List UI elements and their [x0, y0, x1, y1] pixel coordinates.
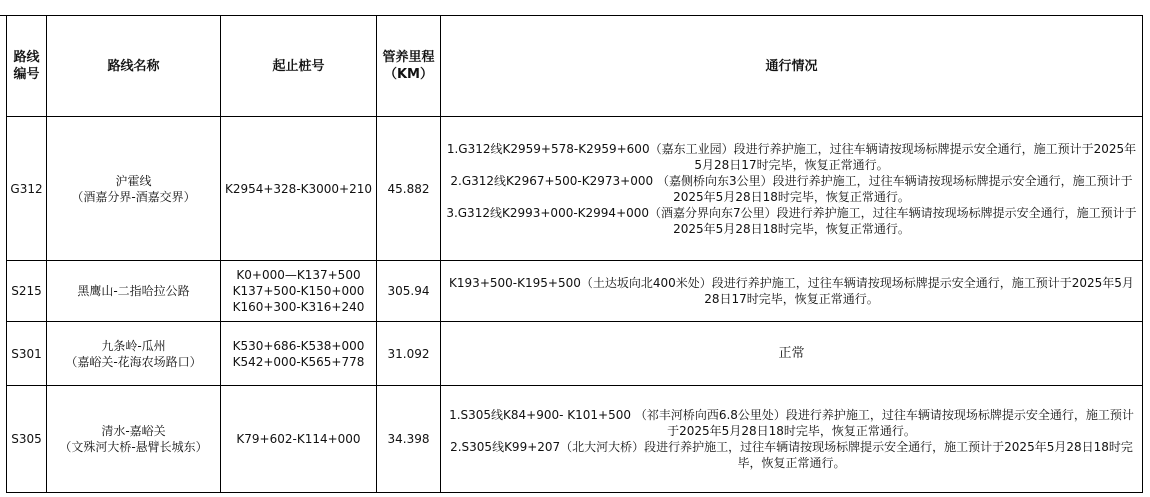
header-route-code: 路线编号 [7, 16, 47, 117]
route-name [47, 322, 221, 386]
route-code: G312 [7, 117, 47, 261]
status-line: 2.S305线K99+207（北大河大桥）段进行养护施工，过往车辆请按现场标牌提示安全通行，施工预计于2025年5月28日18时完毕，恢复正常通行。 [450, 440, 1133, 470]
route-name [47, 261, 221, 322]
mileage: 305.94 [377, 261, 441, 322]
table-row [7, 386, 1143, 493]
road-status-table [6, 15, 1143, 493]
route-name-line: 黑鹰山-二指哈拉公路 [77, 284, 190, 298]
route-name-line: （文殊河大桥-悬臂长城东） [59, 440, 208, 454]
route-code: S301 [7, 322, 47, 386]
table-row [7, 322, 1143, 386]
header-stake-range: 起止桩号 [221, 16, 377, 117]
table-header-row [7, 16, 1143, 117]
route-name [47, 386, 221, 493]
stake-range-line: K542+000-K565+778 [232, 354, 365, 369]
mileage: 31.092 [377, 322, 441, 386]
status-line: 2.G312线K2967+500-K2973+000 （嘉侧桥向东3公里）段进行养护施工，过往车辆请按现场标牌提示安全通行，施工预计于2025年5月28日18时完毕，恢复正常通行。 [450, 173, 1133, 204]
route-name-line: （酒嘉分界-酒嘉交界） [71, 189, 196, 204]
table-row [7, 261, 1143, 322]
mileage: 34.398 [377, 386, 441, 493]
route-name-line: 清水-嘉峪关 [101, 424, 166, 438]
route-name-line: 沪霍线 [115, 173, 152, 188]
traffic-status [441, 117, 1143, 261]
status-line: 正常 [778, 345, 805, 361]
mileage: 45.882 [377, 117, 441, 261]
route-code: S215 [7, 261, 47, 322]
stake-range-line: K160+300-K316+240 [232, 300, 365, 314]
status-line: 1.S305线K84+900- K101+500 （祁丰河桥向西6.8公里处）段进行养护施工，过往车辆请按现场标牌提示安全通行，施工预计于2025年5月28日18时完毕，恢复正常通行。 [449, 408, 1134, 438]
table-row [7, 117, 1143, 261]
status-line: K193+500-K195+500（土达坂向北400米处）段进行养护施工，过往车辆请按现场标牌提示安全通行，施工预计于2025年5月28日17时完毕，恢复正常通行。 [449, 276, 1134, 306]
route-name-line: （嘉峪关-花海农场路口） [65, 354, 202, 369]
stake-range [221, 117, 377, 261]
stake-range-line: K79+602-K114+000 [236, 432, 361, 446]
header-traffic-status: 通行情况 [441, 16, 1143, 117]
header-mileage: 管养里程（KM） [377, 16, 441, 117]
route-name [47, 117, 221, 261]
stake-range-line: K137+500-K150+000 [232, 284, 365, 298]
status-line: 3.G312线K2993+000-K2994+000（酒嘉分界向东7公里）段进行养护施工，过往车辆请按现场标牌提示安全通行，施工预计于2025年5月28日18时完毕，恢复正常通行。 [446, 205, 1137, 236]
traffic-status [441, 386, 1143, 493]
route-name-line: 九条岭-瓜州 [101, 338, 166, 353]
traffic-status [441, 261, 1143, 322]
stake-range-line: K530+686-K538+000 [232, 338, 365, 353]
route-code: S305 [7, 386, 47, 493]
stake-range-line: K0+000—K137+500 [236, 268, 361, 282]
status-line: 1.G312线K2959+578-K2959+600（嘉东工业园）段进行养护施工，过往车辆请按现场标牌提示安全通行，施工预计于2025年5月28日17时完毕，恢复正常通行。 [446, 141, 1137, 172]
stake-range [221, 261, 377, 322]
traffic-status [441, 322, 1143, 386]
stake-range [221, 322, 377, 386]
header-route-name: 路线名称 [47, 16, 221, 117]
stake-range-line: K2954+328-K3000+210 [224, 181, 373, 196]
stake-range [221, 386, 377, 493]
